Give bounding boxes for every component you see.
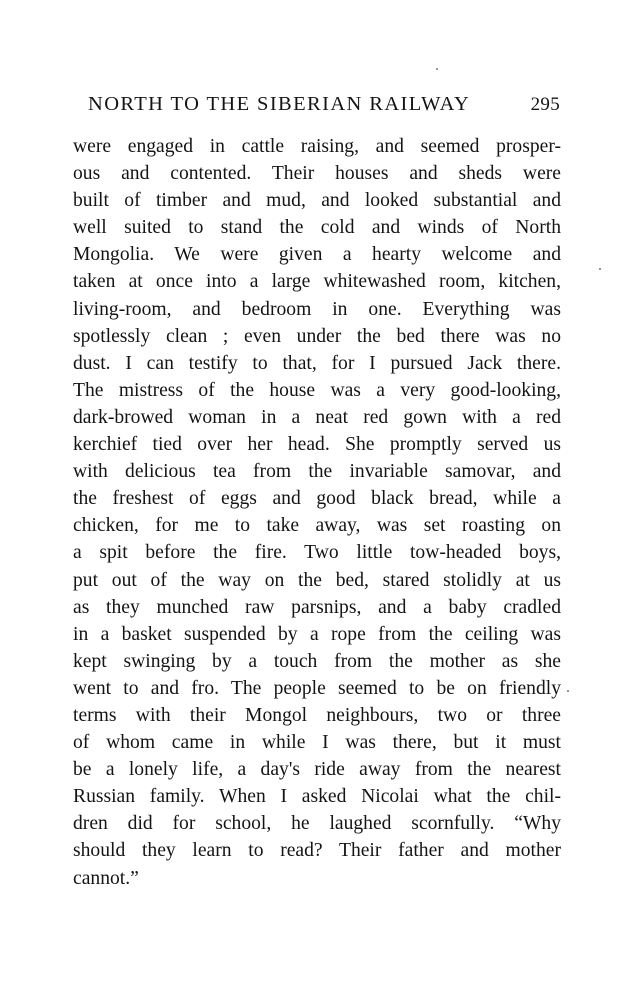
text-line: as they munched raw parsnips, and a baby cradled xyxy=(73,596,561,618)
text-line: in a basket suspended by a rope from the ceiling was xyxy=(73,623,561,645)
text-line: Russian family. When I asked Nicolai what the chil- xyxy=(73,786,561,808)
text-line: with delicious tea from the invariable samovar, and xyxy=(73,461,561,483)
running-title: NORTH TO THE SIBERIAN RAILWAY xyxy=(88,93,471,115)
text-line: were engaged in cattle raising, and seemed prosper- xyxy=(73,136,561,157)
text-line: the freshest of eggs and good black bread, while a xyxy=(73,488,561,510)
text-line: built of timber and mud, and looked substantial and xyxy=(73,190,561,212)
text-line: a spit before the fire. Two little tow-headed boys, xyxy=(73,542,561,564)
text-line: of whom came in while I was there, but it must xyxy=(73,732,561,754)
text-line: dust. I can testify to that, for I pursued Jack there. xyxy=(73,352,561,374)
page-number: 295 xyxy=(530,94,560,115)
text-line: chicken, for me to take away, was set roasting on xyxy=(73,515,561,537)
text-line: ous and contented. Their houses and sheds were xyxy=(73,163,561,185)
text-line: terms with their Mongol neighbours, two or three xyxy=(73,704,561,726)
text-line: put out of the way on the bed, stared stolidly at us xyxy=(73,569,561,591)
text-line: taken at once into a large whitewashed room, kitchen, xyxy=(73,271,561,293)
text-line: kerchief tied over her head. She promptly served us xyxy=(73,434,561,456)
scan-speck xyxy=(436,68,438,70)
scan-speck xyxy=(567,690,569,692)
text-line: living-room, and bedroom in one. Everything was xyxy=(73,298,561,320)
text-line: dark-browed woman in a neat red gown with a red xyxy=(73,406,561,428)
body-paragraph xyxy=(73,133,561,892)
text-line: cannot.” xyxy=(73,867,139,889)
text-line: be a lonely life, a day's ride away from the nearest xyxy=(73,759,561,781)
text-line: Mongolia. We were given a hearty welcome and xyxy=(73,244,561,266)
text-line: well suited to stand the cold and winds of North xyxy=(73,217,561,239)
scan-speck xyxy=(599,268,601,270)
text-line: spotlessly clean ; even under the bed there was no xyxy=(73,325,561,347)
text-line: should they learn to read? Their father and mother xyxy=(73,840,561,862)
text-line: dren did for school, he laughed scornfully. “Why xyxy=(73,813,561,835)
text-line: The mistress of the house was a very good-looking, xyxy=(73,379,561,401)
text-line: kept swinging by a touch from the mother as she xyxy=(73,650,561,672)
text-line: went to and fro. The people seemed to be on friendly xyxy=(73,677,561,699)
running-header xyxy=(88,93,560,123)
